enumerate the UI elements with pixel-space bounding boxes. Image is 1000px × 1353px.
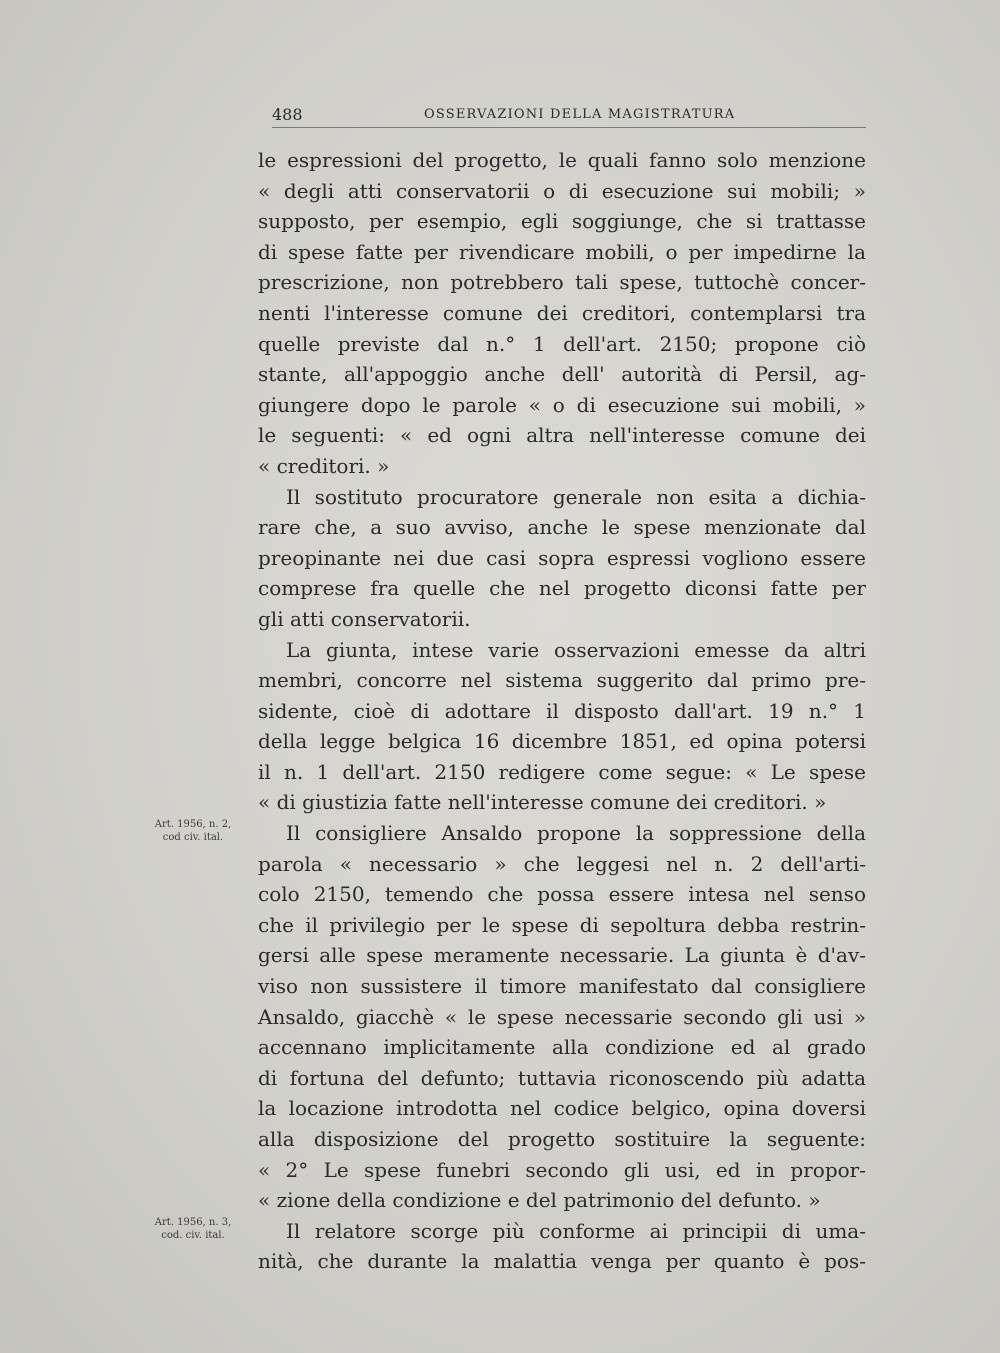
text-line: alla disposizione del progetto sostituire la seguente: [258,1127,866,1151]
page-number: 488 [272,105,303,124]
text-line: le seguenti: « ed ogni altra nell'interesse comune dei [258,423,866,448]
text-line: stante, all'appoggio anche dell' autorità di Persil, ag- [258,362,866,387]
text-line: quelle previste dal n.° 1 dell'art. 2150; propone ciò [258,331,866,356]
text-line: parola « necessario » che leggesi nel n. 2 dell'arti- [258,851,866,876]
text-line: La giunta, intese varie osservazioni emesse da altri [286,637,866,662]
text-line: colo 2150, temendo che possa essere intesa nel senso [258,882,866,907]
text-line: accennano implicitamente alla condizione ed al grado [258,1035,866,1060]
margin-note-line: Art. 1956, n. 3, [154,1217,232,1228]
margin-note-line: cod. civ. ital. [161,1230,225,1241]
text-line: giungere dopo le parole « o di esecuzione sui mobili, » [258,392,866,417]
text-line: « zione della condizione e del patrimonio del defunto. » [258,1188,821,1213]
margin-note-line: cod civ. ital. [162,832,224,843]
text-line: viso non sussistere il timore manifestato dal consigliere [258,974,866,999]
text-line: che il privilegio per le spese di sepoltura debba restrin- [258,912,866,937]
text-line: di fortuna del defunto; tuttavia riconoscendo più adatta [258,1065,866,1090]
text-line: di spese fatte per rivendicare mobili, o per impedirne la [258,239,866,264]
margin-note [128,1216,258,1242]
text-line: Ansaldo, giacchè « le spese necessarie secondo gli usi » [258,1004,866,1029]
text-line: « di giustizia fatte nell'interesse comune dei creditori. » [258,790,827,815]
text-line: « degli atti conservatorii o di esecuzione sui mobili; » [258,178,866,203]
text-line: gli atti conservatorii. [258,606,471,631]
text-line: nenti l'interesse comune dei creditori, contemplarsi tra [258,300,866,325]
text-line: prescrizione, non potrebbero tali spese, tuttochè concer- [258,270,866,295]
text-line: Il relatore scorge più conforme ai principii di uma- [286,1218,866,1243]
text-line: le espressioni del progetto, le quali fanno solo menzione [258,148,866,172]
text-line: supposto, per esempio, egli soggiunge, che si trattasse [258,209,866,234]
text-line: rare che, a suo avviso, anche le spese menzionate dal [258,515,866,540]
text-line: gersi alle spese meramente necessarie. La giunta è d'av- [258,943,866,968]
margin-note [128,818,258,844]
running-title: OSSERVAZIONI DELLA MAGISTRATURA [424,107,736,122]
text-line: « creditori. » [258,453,390,478]
text-line: membri, concorre nel sistema suggerito dal primo pre- [258,668,866,693]
text-line: Il sostituto procuratore generale non esita a dichia- [286,484,866,509]
body-text [258,145,866,1277]
text-line: « 2° Le spese funebri secondo gli usi, ed in propor- [258,1157,866,1182]
text-line: il n. 1 dell'art. 2150 redigere come segue: « Le spese [258,759,866,784]
text-line: nità, che durante la malattia venga per quanto è pos- [258,1249,866,1274]
text-line: preopinante nei due casi sopra espressi vogliono essere [258,545,866,570]
text-line: sidente, cioè di adottare il disposto dall'art. 19 n.° 1 [258,698,866,723]
margin-note-line: Art. 1956, n. 2, [154,819,232,830]
text-line: della legge belgica 16 dicembre 1851, ed opina potersi [258,729,866,754]
text-line: comprese fra quelle che nel progetto diconsi fatte per [258,576,866,601]
text-line: la locazione introdotta nel codice belgico, opina doversi [258,1096,866,1121]
text-line: Il consigliere Ansaldo propone la soppressione della [286,821,866,846]
page-header [272,103,866,128]
